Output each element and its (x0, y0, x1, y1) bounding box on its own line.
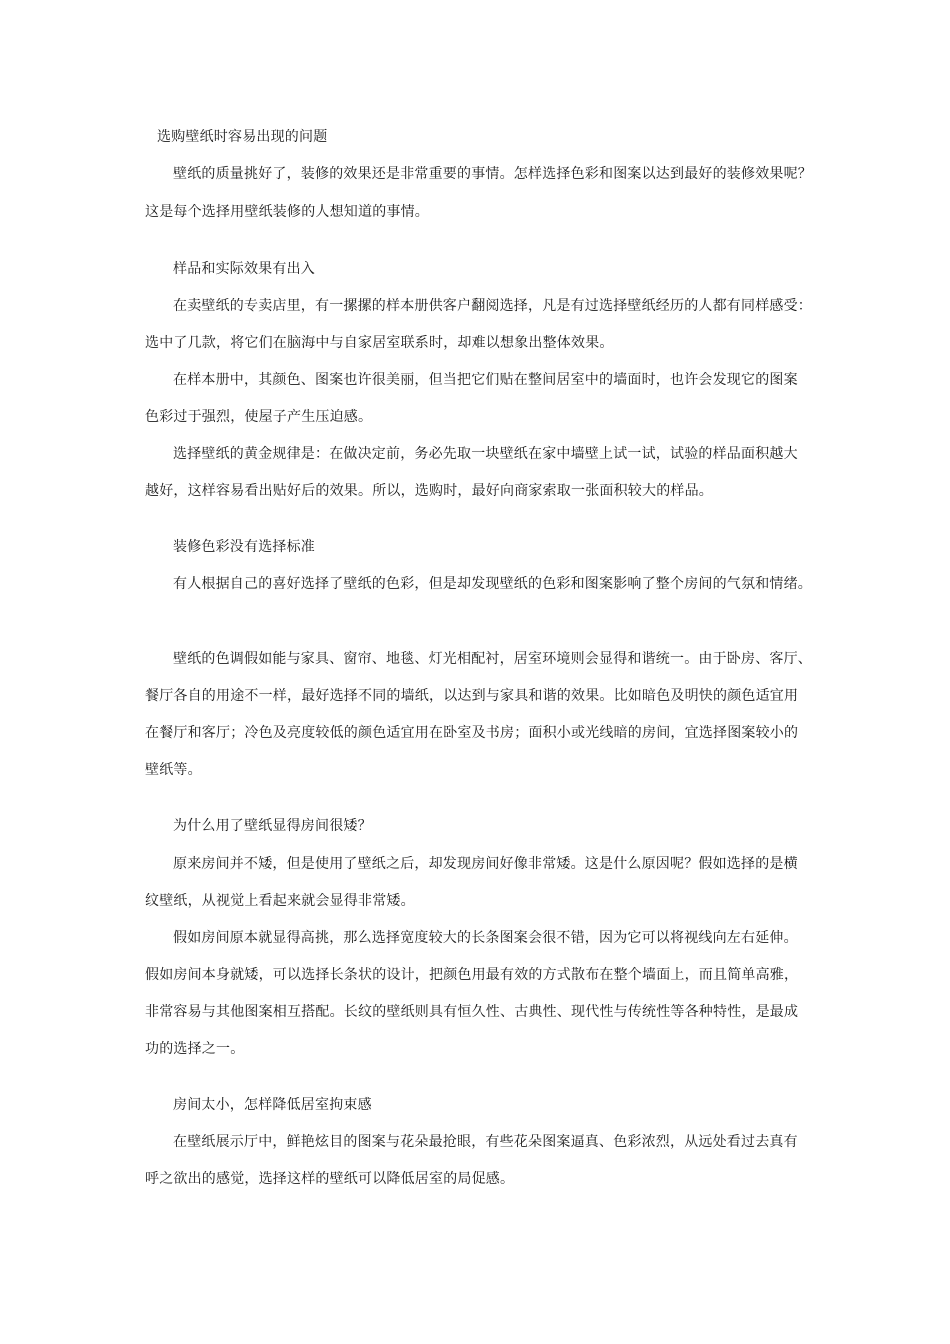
paragraph-line: 纹壁纸，从视觉上看起来就会显得非常矮。 (145, 893, 415, 909)
paragraph-line: 原来房间并不矮，但是使用了壁纸之后，却发现房间好像非常矮。这是什么原因呢？假如选择的是横 (173, 856, 798, 872)
paragraph-line: 假如房间原本就显得高挑，那么选择宽度较大的长条图案会很不错，因为它可以将视线向左右延伸。 (173, 930, 798, 946)
paragraph-line: 在壁纸展示厅中，鲜艳炫目的图案与花朵最抢眼，有些花朵图案逼真、色彩浓烈，从远处看过去真有 (173, 1134, 798, 1150)
paragraph-line: 在餐厅和客厅；冷色及亮度较低的颜色适宜用在卧室及书房；面积小或光线暗的房间，宜选择图案较小的 (145, 725, 799, 741)
paragraph-line: 餐厅各自的用途不一样，最好选择不同的墙纸，以达到与家具和谐的效果。比如暗色及明快的颜色适宜用 (145, 688, 799, 704)
paragraph-line: 色彩过于强烈，使屋子产生压迫感。 (145, 409, 373, 425)
document-title: 选购壁纸时容易出现的问题 (157, 129, 328, 145)
paragraph-line: 功的选择之一。 (145, 1041, 245, 1057)
paragraph-line: 非常容易与其他图案相互搭配。长纹的壁纸则具有恒久性、古典性、现代性与传统性等各种特性，是最成 (145, 1004, 799, 1020)
paragraph-line: 选择壁纸的黄金规律是：在做决定前，务必先取一块壁纸在家中墙壁上试一试，试验的样品面积越大 (173, 446, 798, 462)
section-heading: 装修色彩没有选择标准 (173, 539, 315, 555)
paragraph-line: 壁纸等。 (145, 762, 202, 778)
section-heading: 为什么用了壁纸显得房间很矮？ (173, 818, 372, 834)
paragraph-line: 壁纸的色调假如能与家具、窗帘、地毯、灯光相配衬，居室环境则会显得和谐统一。由于卧房、客厅、 (173, 651, 812, 667)
paragraph-line: 越好，这样容易看出贴好后的效果。所以，选购时，最好向商家索取一张面积较大的样品。 (145, 483, 713, 499)
section-heading: 样品和实际效果有出入 (173, 261, 315, 277)
paragraph-line: 假如房间本身就矮，可以选择长条状的设计，把颜色用最有效的方式散布在整个墙面上，而且简单高雅， (145, 967, 799, 983)
section-heading: 房间太小，怎样降低居室拘束感 (173, 1097, 372, 1113)
paragraph-line: 有人根据自己的喜好选择了壁纸的色彩，但是却发现壁纸的色彩和图案影响了整个房间的气氛和情绪。 (173, 576, 812, 592)
paragraph-line: 呼之欲出的感觉，选择这样的壁纸可以降低居室的局促感。 (145, 1171, 515, 1187)
intro-line: 这是每个选择用壁纸装修的人想知道的事情。 (145, 204, 429, 220)
intro-line: 壁纸的质量挑好了，装修的效果还是非常重要的事情。怎样选择色彩和图案以达到最好的装修效果呢？ (173, 166, 812, 182)
paragraph-line: 在样本册中，其颜色、图案也许很美丽，但当把它们贴在整间居室中的墙面时，也许会发现它的图案 (173, 372, 798, 388)
paragraph-line: 选中了几款，将它们在脑海中与自家居室联系时，却难以想象出整体效果。 (145, 335, 614, 351)
paragraph-line: 在卖壁纸的专卖店里，有一摞摞的样本册供客户翻阅选择，凡是有过选择壁纸经历的人都有同样感受： (173, 298, 812, 314)
